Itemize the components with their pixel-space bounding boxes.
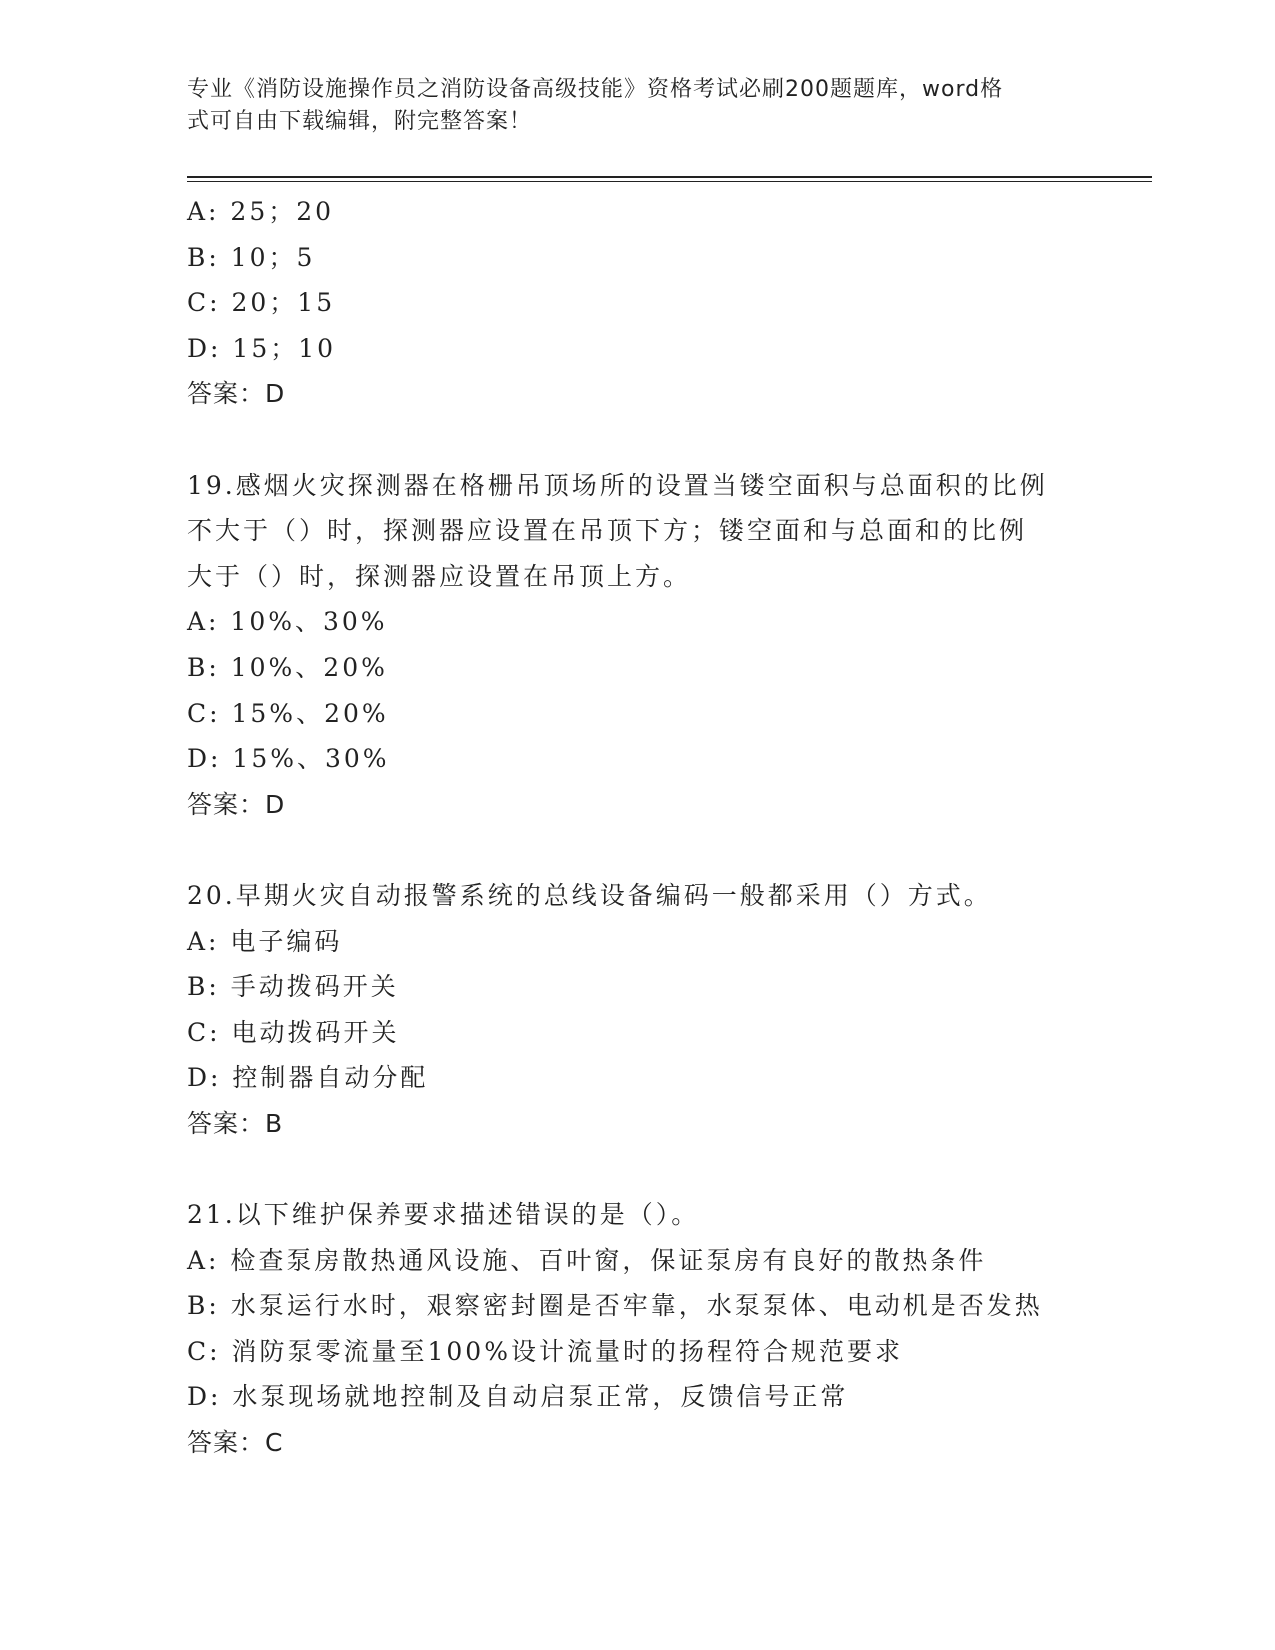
question-20 (187, 873, 1147, 1147)
option-b: B: 水泵运行水时，艰察密封圈是否牢靠，水泵泵体、电动机是否发热 (187, 1291, 1043, 1321)
spacer (187, 827, 1147, 873)
spacer (187, 417, 1147, 463)
option-a: A: 检查泵房散热通风设施、百叶窗，保证泵房有良好的散热条件 (187, 1245, 987, 1275)
question-21 (187, 1192, 1147, 1466)
header-divider-thick (187, 176, 1152, 178)
spacer (187, 1146, 1147, 1192)
option-c: C: 20；15 (187, 288, 336, 318)
option-c: C: 15%、20% (187, 698, 389, 728)
option-b: B: 手动拨码开关 (187, 972, 399, 1002)
question-18-tail (187, 189, 1147, 417)
header-divider-thin (187, 181, 1152, 182)
option-d: D: 水泵现场就地控制及自动启泵正常，反馈信号正常 (187, 1382, 849, 1412)
option-d: D: 15；10 (187, 333, 337, 363)
header-line-2: 式可自由下载编辑，附完整答案！ (187, 109, 533, 134)
question-text-line: 大于（）时，探测器应设置在吊顶上方。 (187, 561, 692, 591)
question-text-line: 不大于（）时，探测器应设置在吊顶下方；镂空面和与总面和的比例 (187, 516, 1028, 546)
header-line-1: 专业《消防设施操作员之消防设备高级技能》资格考试必刷200题题库，word格 (187, 77, 1004, 102)
option-c: C: 消防泵零流量至100%设计流量时的扬程符合规范要求 (187, 1336, 903, 1366)
option-d: D: 15%、30% (187, 744, 390, 774)
option-b: B: 10；5 (187, 242, 316, 272)
answer: 答案：B (187, 1108, 284, 1138)
question-text-line: 21.以下维护保养要求描述错误的是（）。 (187, 1200, 700, 1230)
option-b: B: 10%、20% (187, 652, 388, 682)
option-c: C: 电动拨码开关 (187, 1017, 400, 1047)
question-19 (187, 463, 1147, 828)
option-a: A: 电子编码 (187, 926, 343, 956)
question-text-line: 19.感烟火灾探测器在格栅吊顶场所的设置当镂空面积与总面积的比例 (187, 470, 1048, 500)
option-d: D: 控制器自动分配 (187, 1063, 429, 1093)
option-a: A: 10%、30% (187, 607, 388, 637)
answer: 答案：D (187, 789, 286, 819)
document-header (187, 74, 1067, 138)
answer: 答案：C (187, 1428, 284, 1458)
question-text-line: 20.早期火灾自动报警系统的总线设备编码一般都采用（）方式。 (187, 880, 992, 910)
question-list (187, 189, 1147, 1466)
answer: 答案：D (187, 379, 286, 409)
option-a: A: 25；20 (187, 197, 335, 226)
